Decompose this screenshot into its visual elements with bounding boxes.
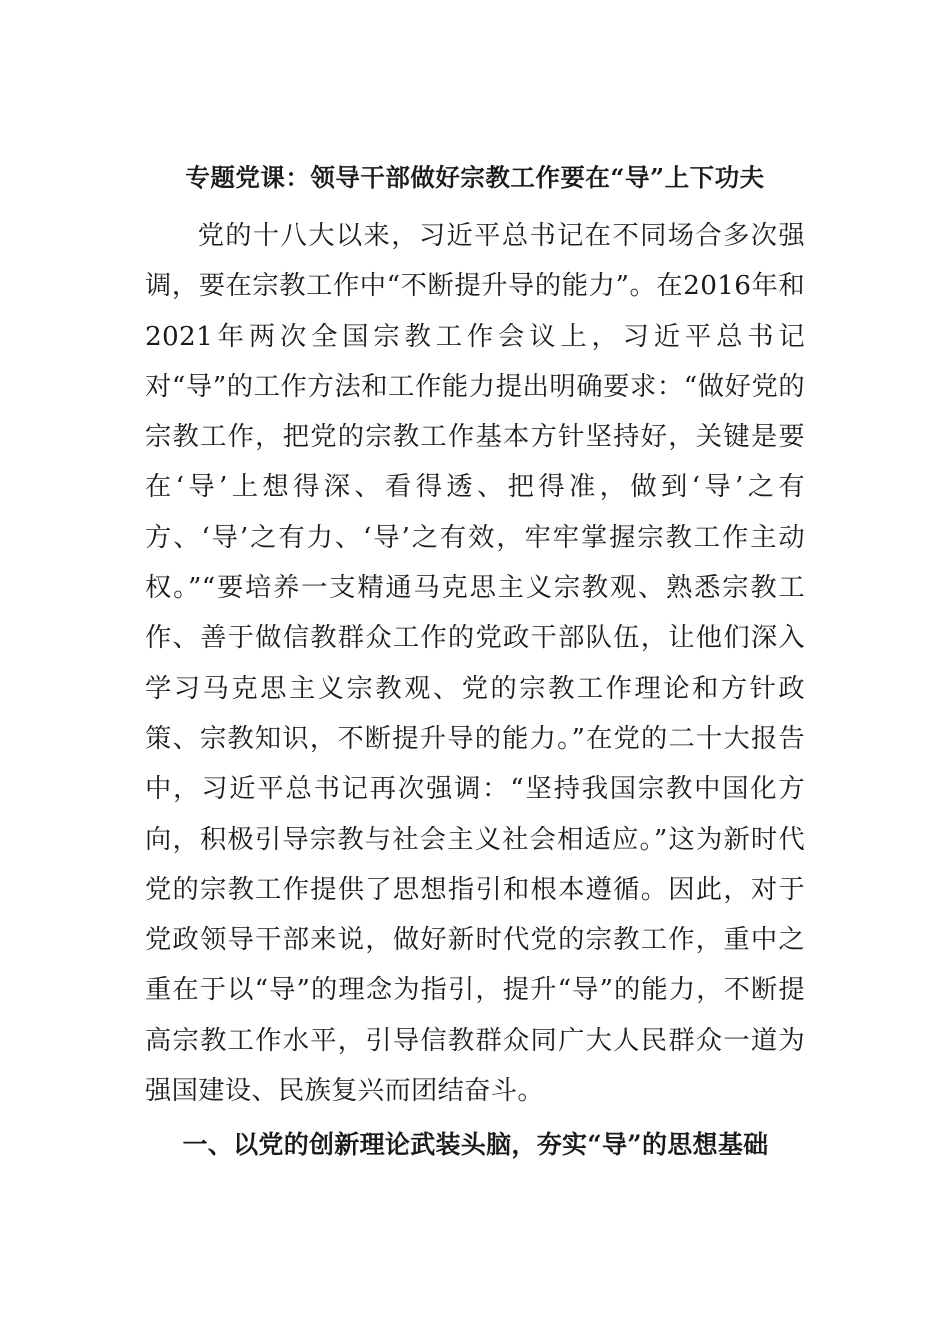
body-paragraph-intro: 党的十八大以来，习近平总书记在不同场合多次强调，要在宗教工作中“不断提升导的能力”。在2016年和2021年两次全国宗教工作会议上，习近平总书记对“导”的工作方法和工作能力提出明确要求：“做好党的宗教工作，把党的宗教工作基本方针坚持好，关键是要在‘导’上想得深、看得透、把得准，做到‘导’之有方、‘导’之有力、‘导’之有效，牢牢掌握宗教工作主动权。”“要培养一支精通马克思主义宗教观、熟悉宗教工作、善于做信教群众工作的党政干部队伍，让他们深入学习马克思主义宗教观、党的宗教工作理论和方针政策、宗教知识，不断提升导的能力。”在党的二十大报告中，习近平总书记再次强调：“坚持我国宗教中国化方向，积极引导宗教与社会主义社会相适应。”这为新时代党的宗教工作提供了思想指引和根本遵循。因此，对于党政领导干部来说，做好新时代党的宗教工作，重中之重在于以“导”的理念为指引，提升“导”的能力，不断提高宗教工作水平，引导信教群众同广大人民群众一道为强国建设、民族复兴而团结奋斗。: [145, 221, 805, 1107]
document-title: 专题党课：领导干部做好宗教工作要在“导”上下功夫: [185, 163, 765, 192]
section-heading-1: 一、以党的创新理论武装头脑，夯实“导”的思想基础: [182, 1130, 769, 1159]
